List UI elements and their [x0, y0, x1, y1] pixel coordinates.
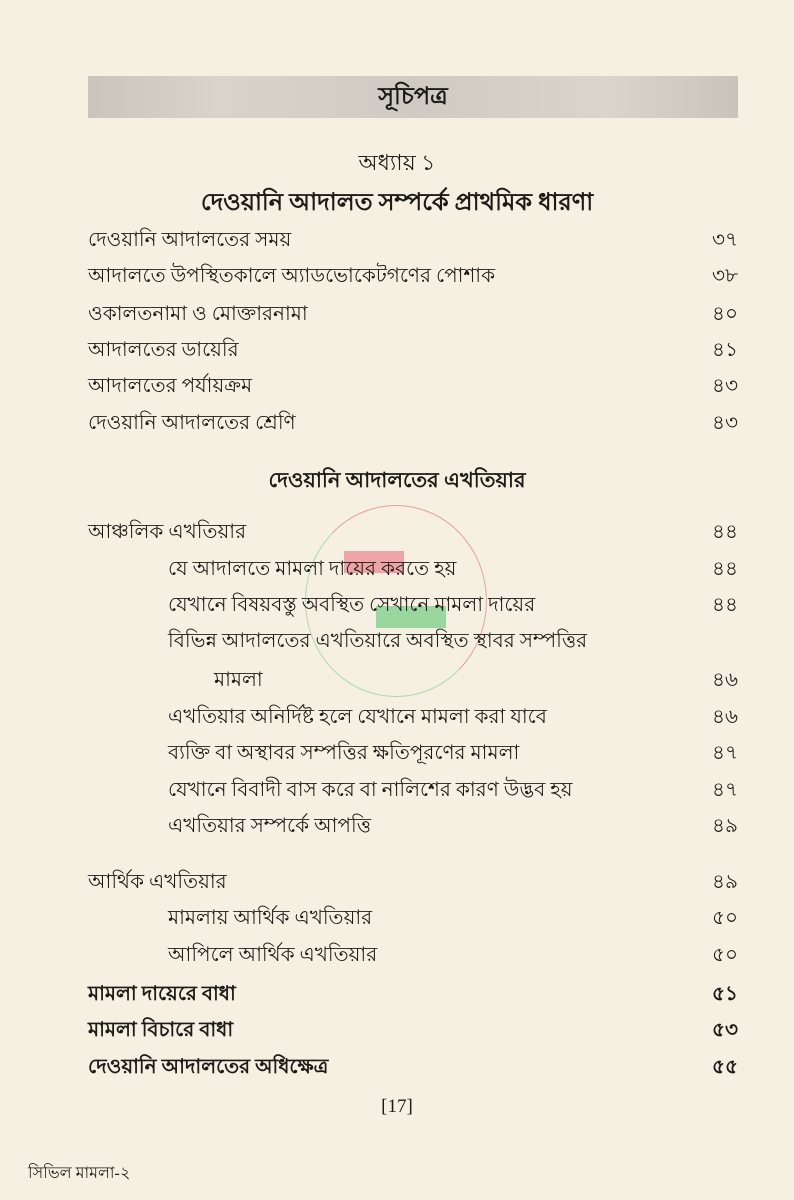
toc-entry: যেখানে বিবাদী বাস করে বা নালিশের কারণ উদ্ভব হয় ৪৭ — [168, 779, 738, 801]
toc-entry: আপিলে আর্থিক এখতিয়ার ৫০ — [168, 944, 738, 966]
toc-entry: যেখানে বিষয়বস্তু অবস্থিত সেখানে মামলা দায়ের ৪৪ — [168, 594, 738, 616]
toc-entry: বিভিন্ন আদালতের এখতিয়ারে অবস্থিত স্থাবর সম্পত্তির — [168, 630, 588, 652]
toc-entry: আদালতে উপস্থিতকালে অ্যাডভোকেটগণের পোশাক ৩৮ — [88, 265, 738, 287]
page-number: [17] — [381, 1096, 413, 1117]
toc-entry: ব্যক্তি বা অস্থাবর সম্পত্তির ক্ষতিপূরণের মামলা ৪৭ — [168, 742, 738, 764]
toc-entry: আর্থিক এখতিয়ার ৪৯ — [88, 871, 738, 893]
toc-entry: দেওয়ানি আদালতের শ্রেণি ৪৩ — [88, 412, 738, 434]
toc-entry: ওকালতনামা ও মোক্তারনামা ৪০ — [88, 303, 738, 325]
toc-entry: এখতিয়ার অনির্দিষ্ট হলে যেখানে মামলা করা যাবে ৪৬ — [168, 706, 738, 728]
contents-title: সূচিপত্র — [88, 76, 738, 118]
toc-entry: আদালতের পর্যায়ক্রম ৪৩ — [88, 375, 738, 397]
toc-entry: যে আদালতে মামলা দায়ের করতে হয় ৪৪ — [168, 558, 738, 580]
chapter-heading: দেওয়ানি আদালত সম্পর্কে প্রাথমিক ধারণা — [200, 190, 594, 216]
signature-mark: সিভিল মামলা-২ — [28, 1165, 131, 1182]
toc-entry: আঞ্চলিক এখতিয়ার ৪৪ — [88, 521, 738, 543]
toc-entry: দেওয়ানি আদালতের সময় ৩৭ — [88, 229, 738, 251]
toc-entry: মামলায় আর্থিক এখতিয়ার ৫০ — [168, 907, 738, 929]
toc-entry: মামলা ৪৬ — [214, 669, 738, 691]
toc-entry: দেওয়ানি আদালতের অধিক্ষেত্র ৫৫ — [88, 1056, 738, 1078]
toc-entry: মামলা দায়েরে বাধা ৫১ — [88, 983, 738, 1005]
chapter-number: অধ্যায় ১ — [358, 150, 436, 175]
toc-entry: মামলা বিচারে বাধা ৫৩ — [88, 1019, 738, 1041]
section-heading: দেওয়ানি আদালতের এখতিয়ার — [268, 468, 526, 492]
toc-entry: এখতিয়ার সম্পর্কে আপত্তি ৪৯ — [168, 815, 738, 837]
toc-entry: আদালতের ডায়েরি ৪১ — [88, 339, 738, 361]
